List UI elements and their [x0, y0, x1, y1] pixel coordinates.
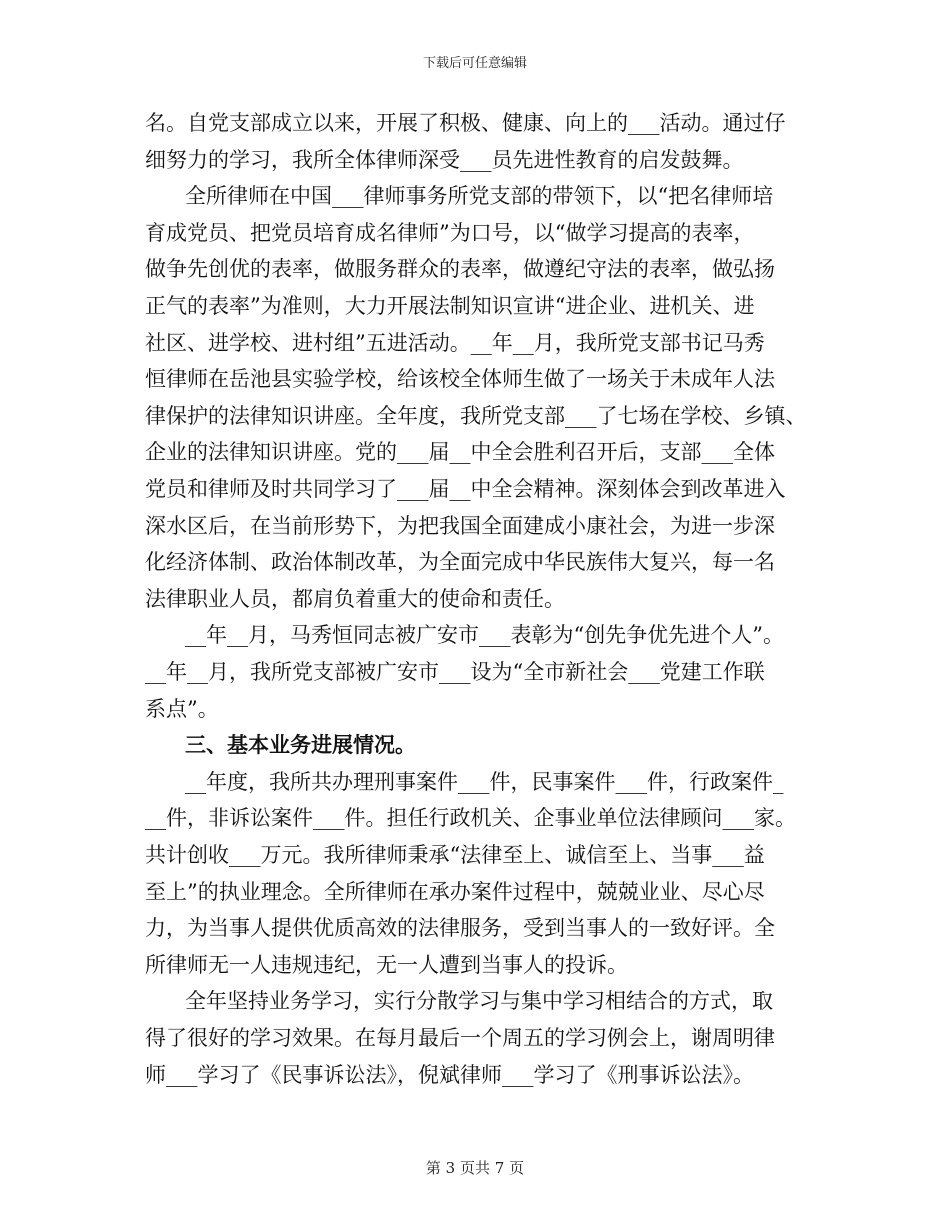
text-line: __件，非诉讼案件___件。担任行政机关、企事业单位法律顾问___家。 — [145, 806, 796, 830]
text-line: 党员和律师及时共同学习了___届__中全会精神。深刻体会到改革进入 — [145, 477, 786, 501]
text-line: 共计创收___万元。我所律师秉承“法律至上、诚信至上、当事___益 — [145, 843, 765, 867]
text-line: 全年坚持业务学习，实行分散学习与集中学习相结合的方式，取 — [185, 989, 773, 1013]
text-line: 名。自党支部成立以来，开展了积极、健康、向上的___活动。通过仔 — [145, 111, 786, 135]
text-line: 系点”。 — [145, 697, 219, 721]
text-line: 律保护的法律知识讲座。全年度，我所党支部___了七场在学校、乡镇、 — [145, 404, 807, 428]
text-line: 所律师无一人违规违纪，无一人遭到当事人的投诉。 — [145, 953, 628, 977]
text-line: 做争先创优的表率，做服务群众的表率，做遵纪守法的表率，做弘扬 — [145, 257, 775, 281]
text-line: 社区、进学校、进村组”五进活动。__年__月，我所党支部书记马秀 — [145, 331, 765, 355]
text-line: 得了很好的学习效果。在每月最后一个周五的学习例会上，谢周明律 — [145, 1026, 775, 1050]
text-line: __年度，我所共办理刑事案件___件，民事案件___件，行政案件_ — [185, 770, 784, 794]
section-heading: 三、基本业务进展情况。 — [185, 732, 416, 757]
text-line: 育成党员、把党员培育成名律师”为口号，以“做学习提高的表率， — [145, 221, 755, 245]
page-header: 下载后可任意编辑 — [422, 56, 527, 71]
text-line: 化经济体制、政治体制改革，为全面完成中华民族伟大复兴，每一名 — [145, 550, 775, 574]
text-line: 法律职业人员，都肩负着重大的使命和责任。 — [145, 587, 565, 611]
text-line: 正气的表率”为准则，大力开展法制知识宣讲“进企业、进机关、进 — [145, 294, 755, 318]
text-line: 企业的法律知识讲座。党的___届__中全会胜利召开后，支部___全体 — [145, 440, 775, 464]
text-line: 深水区后，在当前形势下，为把我国全面建成小康社会，为进一步深 — [145, 514, 775, 538]
text-line: 师___学习了《民事诉讼法》，倪斌律师___学习了《刑事诉讼法》。 — [145, 1063, 754, 1087]
text-line: 至上”的执业理念。全所律师在承办案件过程中，兢兢业业、尽心尽 — [145, 880, 765, 904]
text-line: 细努力的学习，我所全体律师深受___员先进性教育的启发鼓舞。 — [145, 148, 744, 172]
page-footer: 第 3 页共 7 页 — [425, 1159, 525, 1177]
text-line: 恒律师在岳池县实验学校，给该校全体师生做了一场关于未成年人法 — [145, 367, 775, 391]
text-line: __年__月，我所党支部被广安市___设为“全市新社会___党建工作联 — [145, 660, 765, 684]
text-line: __年__月，马秀恒同志被广安市___表彰为“创先争优先进个人”。 — [185, 623, 784, 647]
text-line: 力，为当事人提供优质高效的法律服务，受到当事人的一致好评。全 — [145, 916, 775, 940]
text-line: 全所律师在中国___律师事务所党支部的带领下，以“把名律师培 — [185, 184, 774, 208]
